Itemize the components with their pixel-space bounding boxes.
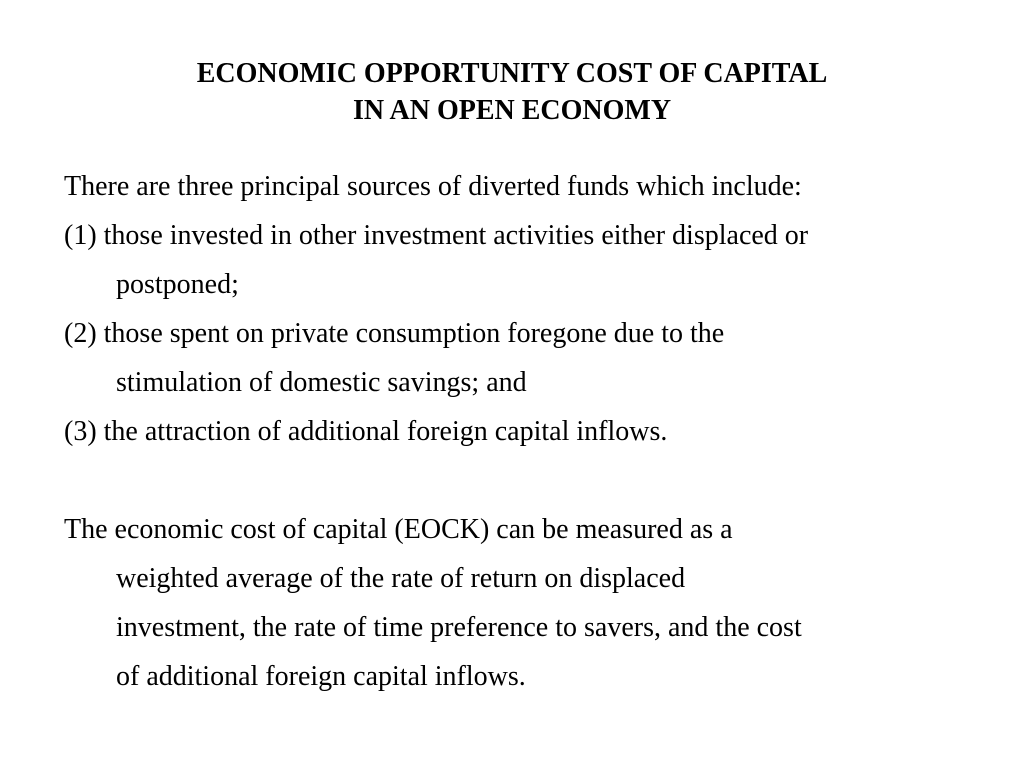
eock-line-4: of additional foreign capital inflows. [116, 661, 526, 692]
slide-title-line-1: ECONOMIC OPPORTUNITY COST OF CAPITAL [196, 58, 828, 89]
eock-line-1: The economic cost of capital (EOCK) can be measured as a [64, 514, 733, 545]
eock-line-3: investment, the rate of time preference to savers, and the cost [116, 612, 802, 643]
eock-line-2: weighted average of the rate of return on displaced [116, 563, 686, 594]
sources-intro: There are three principal sources of diverted funds which include: [64, 171, 802, 202]
source-item-2-line-2: stimulation of domestic savings; and [116, 367, 527, 398]
eock-paragraph [64, 505, 994, 701]
source-item-2-line-1: (2) those spent on private consumption foregone due to the [64, 318, 725, 349]
slide-body [64, 162, 994, 701]
slide-title-line-2: IN AN OPEN ECONOMY [352, 95, 672, 126]
paragraph-spacer [64, 456, 994, 505]
source-item-1-line-2: postponed; [116, 269, 239, 300]
slide-title [0, 55, 1024, 129]
sources-paragraph [64, 162, 994, 456]
source-item-1-line-1: (1) those invested in other investment activities either displaced or [64, 220, 809, 251]
source-item-3: (3) the attraction of additional foreign capital inflows. [64, 416, 668, 447]
